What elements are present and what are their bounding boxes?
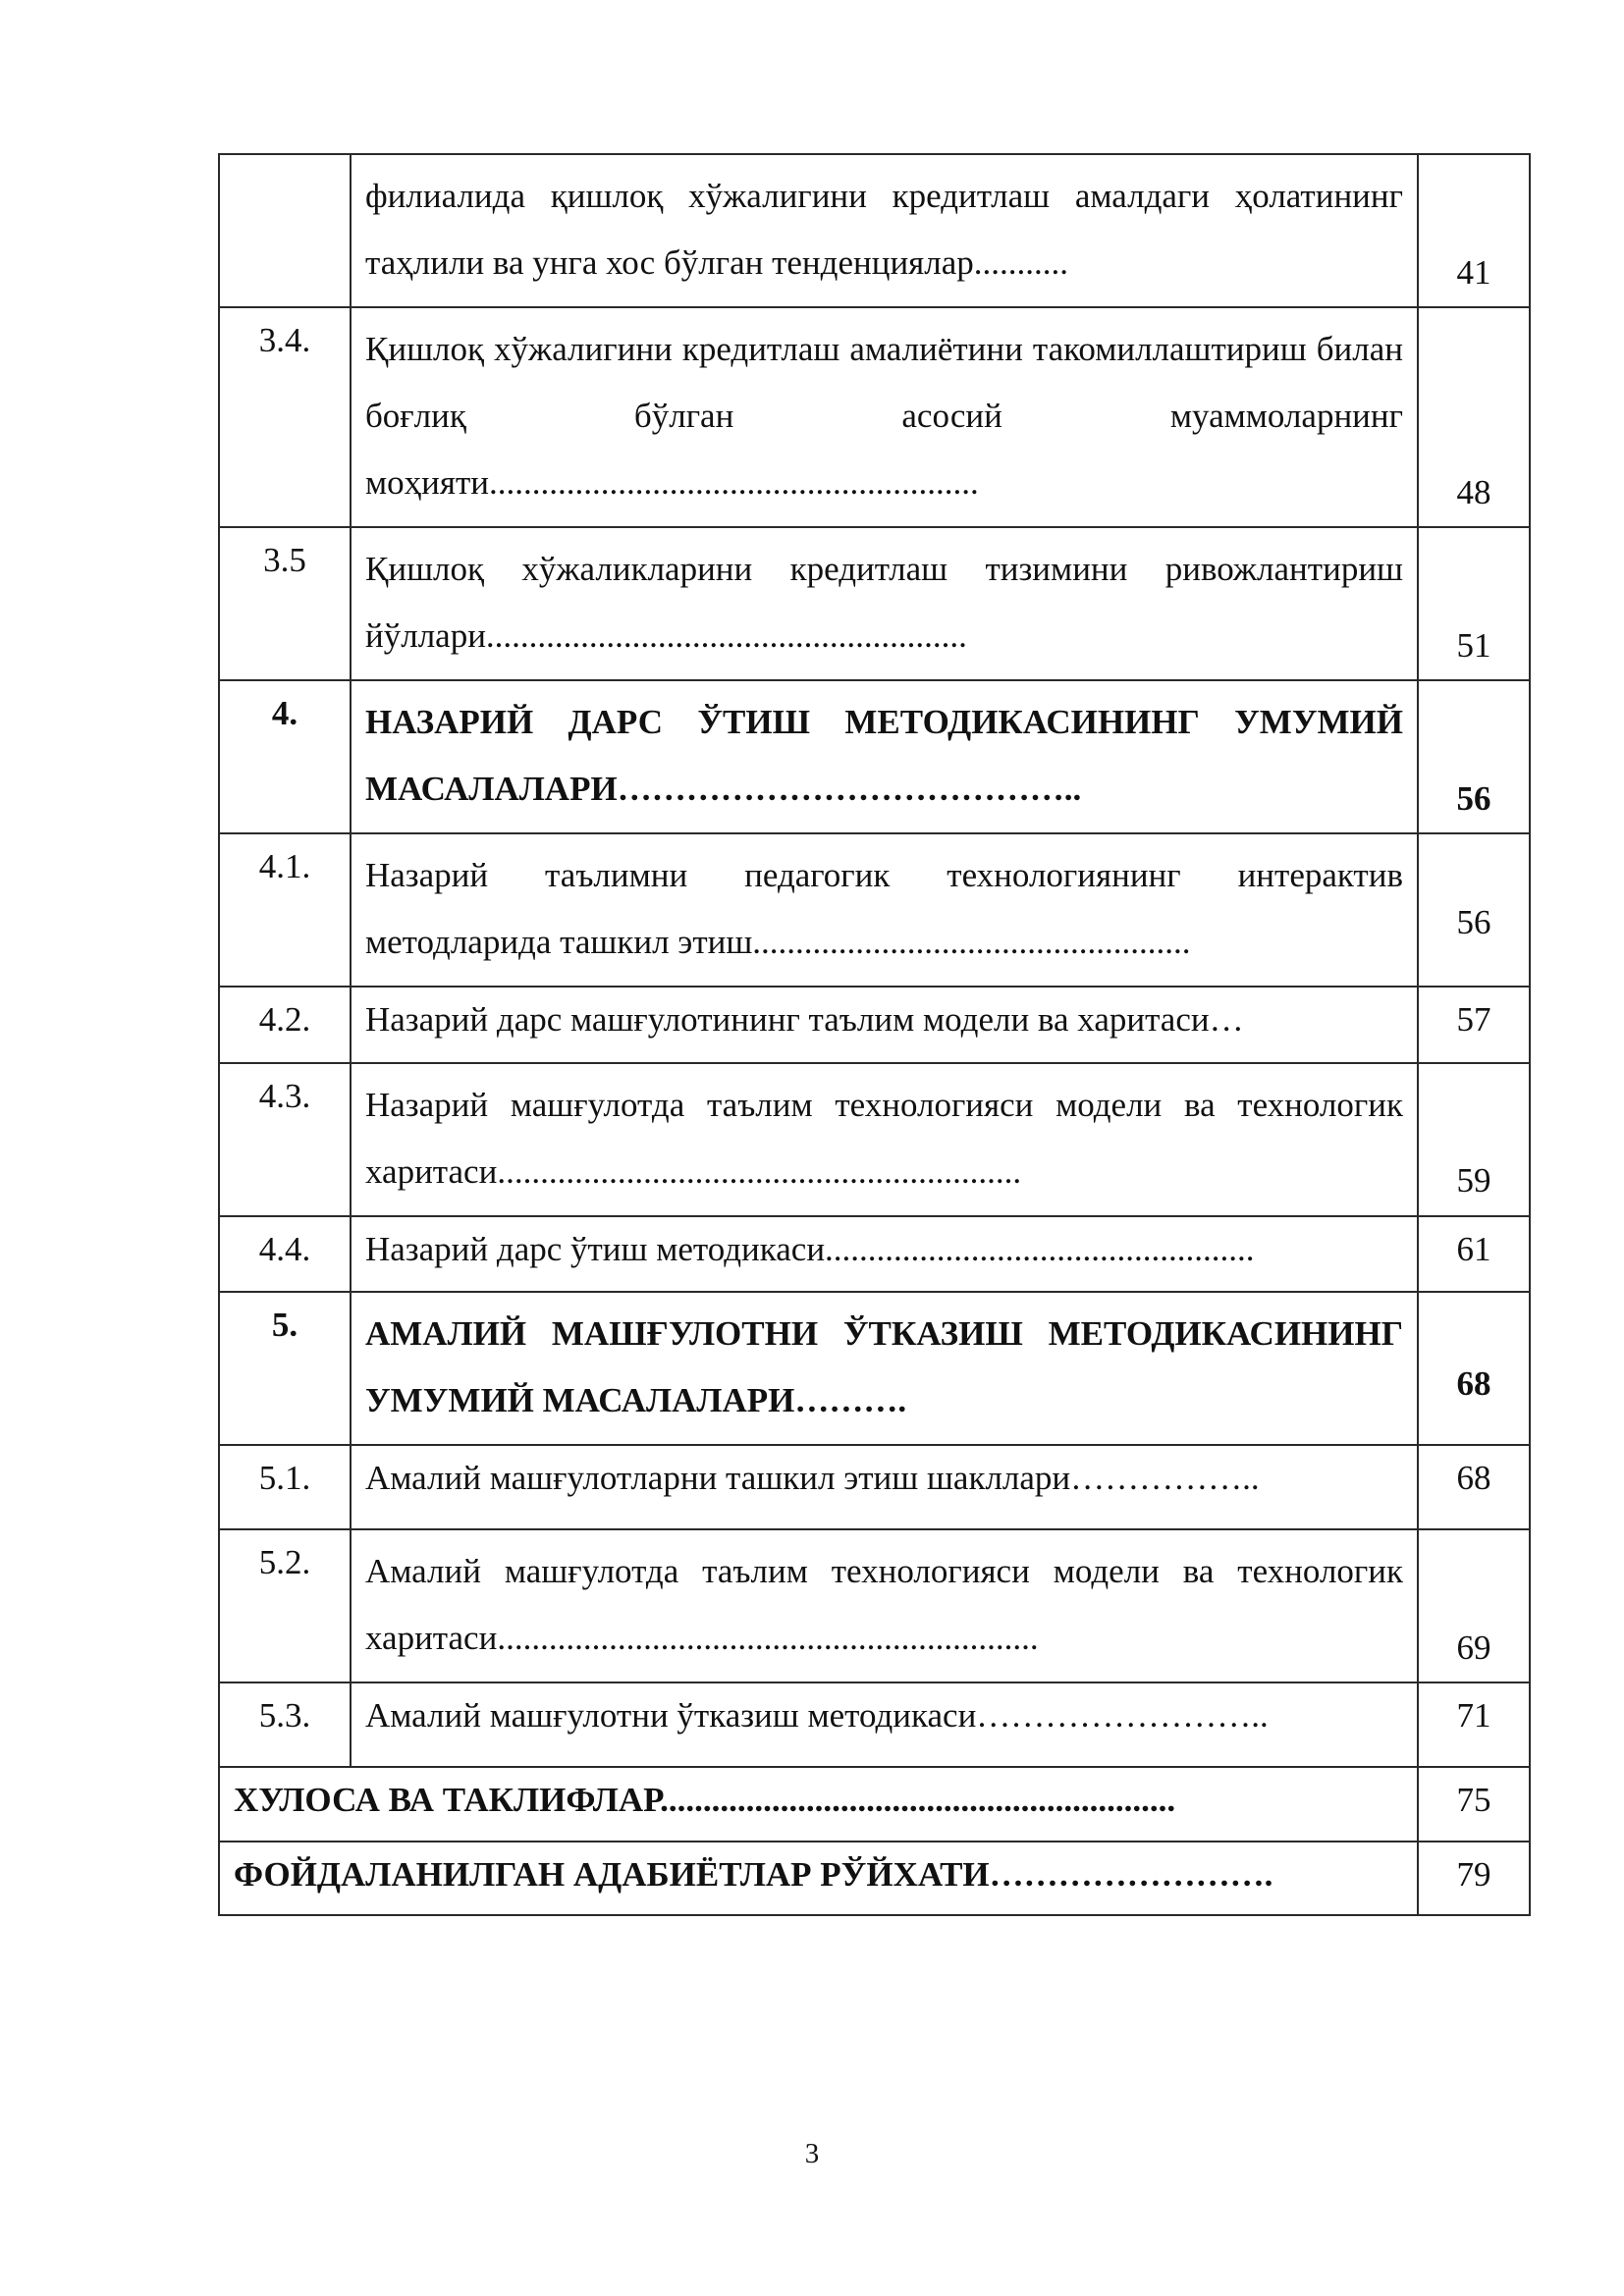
section-page: 48: [1418, 307, 1530, 527]
section-page: 57: [1418, 987, 1530, 1063]
section-page: 71: [1418, 1682, 1530, 1767]
toc-references-row: [219, 1842, 1530, 1916]
section-title: Амалий машғулотни ўтказиш методикаси……………………..: [351, 1682, 1418, 1767]
section-number: 5.1.: [219, 1445, 351, 1529]
chapter-number: 4.: [219, 680, 351, 833]
toc-row: [219, 1216, 1530, 1293]
chapter-page: 56: [1418, 680, 1530, 833]
table-of-contents: [218, 153, 1531, 1916]
toc-conclusion-row: [219, 1767, 1530, 1842]
section-page: 56: [1418, 833, 1530, 987]
toc-row: [219, 307, 1530, 527]
toc-chapter-row: [219, 1292, 1530, 1445]
section-title: Амалий машғулотларни ташкил этиш шакллари……………..: [351, 1445, 1418, 1529]
section-page: 61: [1418, 1216, 1530, 1293]
toc-row: [219, 1529, 1530, 1682]
page-number: 3: [804, 2138, 820, 2169]
section-page: 68: [1418, 1445, 1530, 1529]
section-number: 4.4.: [219, 1216, 351, 1293]
references-page: 79: [1418, 1842, 1530, 1916]
toc-row: [219, 527, 1530, 680]
section-title: филиалида қишлоқ хўжалигини кредитлаш амалдаги ҳолатининг таҳлили ва унга хос бўлган тенденциялар...........: [351, 154, 1418, 307]
toc-row: [219, 154, 1530, 307]
section-number: [219, 154, 351, 307]
section-number: 5.2.: [219, 1529, 351, 1682]
section-title: Назарий дарс машғулотининг таълим модели ва харитаси…: [351, 987, 1418, 1063]
section-title: Қишлоқ хўжалигини кредитлаш амалиётини такомиллаштириш билан боғлиқ бўлган асосий муаммоларнинг моҳияти.........................................................: [351, 307, 1418, 527]
references-title: ФОЙДАЛАНИЛГАН АДАБИЁТЛАР РЎЙХАТИ…………………….: [219, 1842, 1418, 1916]
toc-row: [219, 987, 1530, 1063]
chapter-number: 5.: [219, 1292, 351, 1445]
toc-row: [219, 1445, 1530, 1529]
chapter-page: 68: [1418, 1292, 1530, 1445]
conclusion-page: 75: [1418, 1767, 1530, 1842]
section-title: Амалий машғулотда таълим технологияси модели ва технологик харитаси...............................................................: [351, 1529, 1418, 1682]
section-page: 41: [1418, 154, 1530, 307]
toc-row: [219, 1063, 1530, 1216]
section-number: 4.2.: [219, 987, 351, 1063]
section-title: Назарий дарс ўтиш методикаси..................................................: [351, 1216, 1418, 1293]
section-number: 4.3.: [219, 1063, 351, 1216]
section-page: 51: [1418, 527, 1530, 680]
section-page: 69: [1418, 1529, 1530, 1682]
section-number: 5.3.: [219, 1682, 351, 1767]
section-title: Назарий машғулотда таълим технологияси модели ва технологик харитаси.............................................................: [351, 1063, 1418, 1216]
toc-row: [219, 833, 1530, 987]
section-number: 3.4.: [219, 307, 351, 527]
chapter-title: АМАЛИЙ МАШҒУЛОТНИ ЎТКАЗИШ МЕТОДИКАСИНИНГ УМУМИЙ МАСАЛАЛАРИ……….: [351, 1292, 1418, 1445]
toc-chapter-row: [219, 680, 1530, 833]
chapter-title: НАЗАРИЙ ДАРС ЎТИШ МЕТОДИКАСИНИНГ УМУМИЙ МАСАЛАЛАРИ…………………………………..: [351, 680, 1418, 833]
section-title: Назарий таълимни педагогик технологиянинг интерактив методларида ташкил этиш...................................................: [351, 833, 1418, 987]
section-number: 3.5: [219, 527, 351, 680]
section-number: 4.1.: [219, 833, 351, 987]
conclusion-title: ХУЛОСА ВА ТАКЛИФЛАР............................................................: [219, 1767, 1418, 1842]
toc-row: [219, 1682, 1530, 1767]
section-title: Қишлоқ хўжаликларини кредитлаш тизимини ривожлантириш йўллари........................................................: [351, 527, 1418, 680]
section-page: 59: [1418, 1063, 1530, 1216]
